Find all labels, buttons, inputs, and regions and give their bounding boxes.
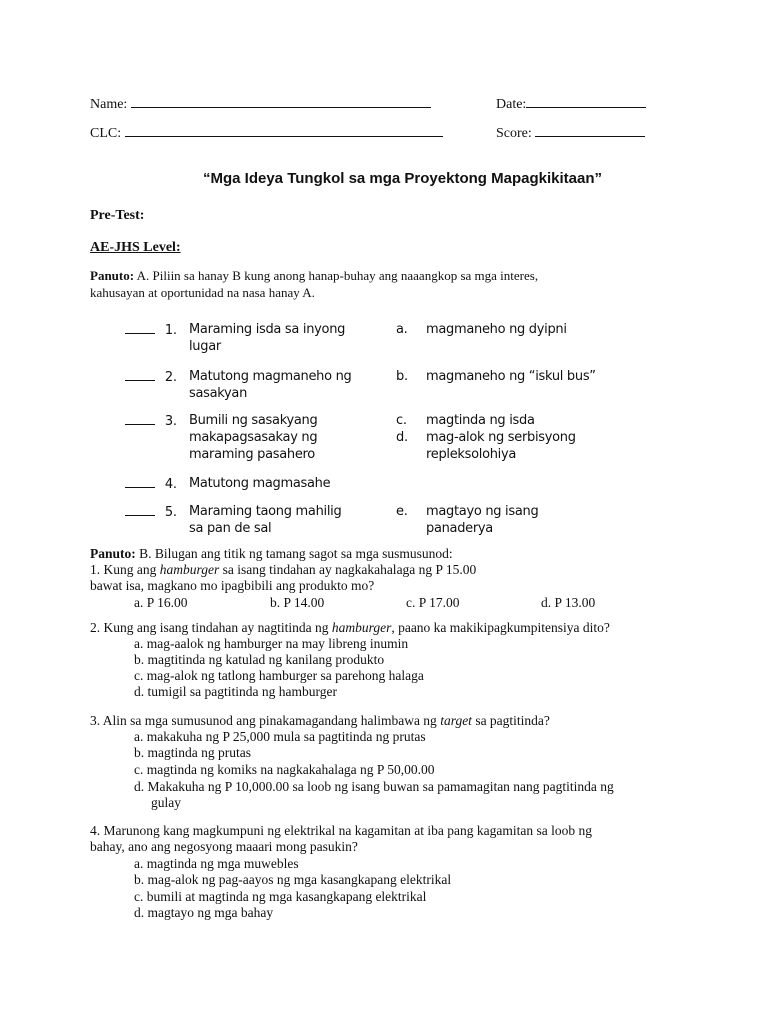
match-row-4 — [125, 475, 177, 493]
q3-pre: 3. Alin sa mga sumusunod ang pinakamagandang halimbawa ng — [90, 713, 437, 728]
name-line — [131, 94, 431, 108]
question-4-line2: bahay, ano ang negosyong maaari mong pasukin? — [90, 839, 358, 854]
name-field[interactable] — [90, 94, 431, 113]
match-left-3-line3: maraming pasahero — [189, 447, 315, 462]
match-right-b: magmaneho ng “iskul bus” — [426, 369, 596, 384]
match-letter-d: d. — [396, 430, 408, 445]
pretest-label: Pre-Test: — [90, 208, 145, 223]
match-left-1-line1: Maraming isda sa inyong — [189, 322, 346, 337]
match-num-3: 3. — [164, 414, 177, 429]
match-left-1-line2: lugar — [189, 339, 221, 354]
match-left-2-line1: Matutong magmaneho ng — [189, 369, 352, 384]
match-left-2-line2: sasakyan — [189, 386, 248, 401]
match-num-4: 4. — [164, 477, 177, 492]
part-a-line1: A. Piliin sa hanay B kung anong hanap-buhay ang naaangkop sa mga interes, — [136, 268, 539, 283]
score-label: Score: — [496, 126, 532, 141]
part-b-instruction-text: B. Bilugan ang titik ng tamang sagot sa mga susmusunod: — [139, 546, 453, 561]
q4-choice-b[interactable]: b. mag-alok ng pag-aayos ng mga kasangkapang elektrikal — [134, 872, 452, 887]
q3-choice-b[interactable]: b. magtinda ng prutas — [134, 745, 251, 760]
q2-choice-c[interactable]: c. mag-alok ng tatlong hamburger sa parehong halaga — [134, 668, 424, 683]
q2-em: hamburger — [331, 620, 392, 635]
match-row-5 — [125, 503, 177, 521]
document-title: “Mga Ideya Tungkol sa mga Proyektong Mapagkikitaan” — [203, 170, 602, 187]
answer-blank-1[interactable] — [125, 321, 155, 334]
score-field[interactable] — [496, 123, 645, 142]
part-b-instruction — [90, 546, 453, 562]
match-row-3 — [125, 412, 177, 430]
match-letter-c: c. — [396, 413, 407, 428]
date-field[interactable] — [496, 94, 646, 113]
answer-blank-5[interactable] — [125, 503, 155, 516]
date-label: Date: — [496, 97, 527, 112]
question-3 — [90, 713, 550, 729]
match-num-2: 2. — [164, 370, 177, 385]
match-num-5: 5. — [164, 505, 177, 520]
clc-line — [125, 123, 443, 137]
q3-post: sa pagtitinda? — [475, 713, 550, 728]
answer-blank-3[interactable] — [125, 412, 155, 425]
clc-label: CLC: — [90, 126, 122, 141]
q3-choice-d[interactable]: d. Makakuha ng P 10,000.00 sa loob ng isang buwan sa pamamagitan nang pagtitinda ng — [134, 779, 614, 794]
q1-line2: bawat isa, magkano mo ipagbibili ang produkto mo? — [90, 578, 375, 593]
part-a-line2: kahusayan at oportunidad na nasa hanay A. — [90, 285, 315, 300]
q2-choice-d[interactable]: d. tumigil sa pagtitinda ng hamburger — [134, 684, 337, 699]
q2-choice-a[interactable]: a. mag-aalok ng hamburger na may libreng inumin — [134, 636, 409, 651]
q1-choice-b[interactable]: b. P 14.00 — [270, 595, 325, 610]
match-left-5-line1: Maraming taong mahilig — [189, 504, 342, 519]
question-4-line1: 4. Marunong kang magkumpuni ng elektrikal na kagamitan at iba pang kagamitan sa loob ng — [90, 823, 592, 838]
match-letter-a: a. — [396, 322, 408, 337]
q1-em: hamburger — [159, 562, 220, 577]
date-line — [526, 94, 646, 108]
match-right-d-line1: mag-alok ng serbisyong — [426, 430, 576, 445]
q2-pre: 2. Kung ang isang tindahan ay nagtitinda ng — [90, 620, 329, 635]
clc-field[interactable] — [90, 123, 443, 142]
panuto-b-label: Panuto: — [90, 546, 136, 561]
match-left-3 — [189, 412, 317, 463]
level-label: AE-JHS Level: — [90, 240, 181, 255]
match-left-1 — [189, 321, 345, 355]
match-left-3-line1: Bumili ng sasakyang — [189, 413, 318, 428]
match-left-5 — [189, 503, 341, 537]
question-1 — [90, 562, 476, 578]
match-right-d-line2: repleksolohiya — [426, 447, 517, 462]
match-left-3-line2: makapagsasakay ng — [189, 430, 318, 445]
q3-choice-a[interactable]: a. makakuha ng P 25,000 mula sa pagtitinda ng prutas — [134, 729, 426, 744]
answer-blank-4[interactable] — [125, 475, 155, 488]
match-letter-e: e. — [396, 504, 408, 519]
score-line — [535, 123, 645, 137]
q4-choice-d[interactable]: d. magtayo ng mga bahay — [134, 905, 274, 920]
match-num-1: 1. — [164, 323, 177, 338]
panuto-a-label: Panuto: — [90, 268, 135, 283]
match-right-e-line1: magtayo ng isang — [426, 504, 539, 519]
q1-choice-c[interactable]: c. P 17.00 — [406, 595, 460, 610]
q3-choice-c[interactable]: c. magtinda ng komiks na nagkakahalaga ng P 50,00.00 — [134, 762, 435, 777]
q1-post: sa isang tindahan ay nagkakahalaga ng P 15.00 — [222, 562, 477, 577]
match-right-d — [426, 429, 576, 463]
name-label: Name: — [90, 97, 128, 112]
q1-pre: 1. Kung ang — [90, 562, 157, 577]
q4-choice-c[interactable]: c. bumili at magtinda ng mga kasangkapang elektrikal — [134, 889, 427, 904]
match-row-1 — [125, 321, 177, 339]
q2-post: , paano ka makikipagkumpitensiya dito? — [391, 620, 610, 635]
q1-choice-d[interactable]: d. P 13.00 — [541, 595, 596, 610]
match-left-4: Matutong magmasahe — [189, 476, 331, 491]
q3-choice-d-cont: gulay — [151, 795, 181, 810]
answer-blank-2[interactable] — [125, 368, 155, 381]
q2-choice-b[interactable]: b. magtitinda ng katulad ng kanilang produkto — [134, 652, 385, 667]
match-right-a: magmaneho ng dyipni — [426, 322, 567, 337]
match-right-c: magtinda ng isda — [426, 413, 535, 428]
match-right-e — [426, 503, 538, 537]
match-row-2 — [125, 368, 177, 386]
match-letter-b: b. — [396, 369, 408, 384]
part-a-instruction — [90, 268, 538, 284]
q4-choice-a[interactable]: a. magtinda ng mga muwebles — [134, 856, 299, 871]
match-left-2 — [189, 368, 351, 402]
match-right-e-line2: panaderya — [426, 521, 493, 536]
q1-choice-a[interactable]: a. P 16.00 — [134, 595, 188, 610]
question-2 — [90, 620, 610, 636]
q3-em: target — [440, 713, 472, 728]
match-left-5-line2: sa pan de sal — [189, 521, 272, 536]
